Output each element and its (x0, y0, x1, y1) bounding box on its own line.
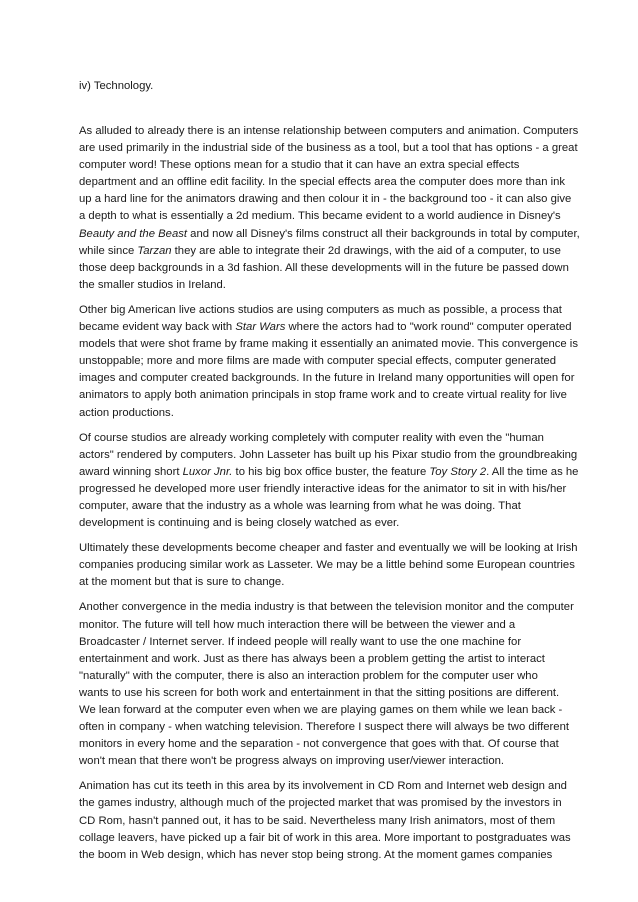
text-run: entertainment and work. Just as there has always been a problem getting the artist to interact (79, 652, 545, 665)
text-line (79, 830, 571, 847)
text-run: to his big box office buster, the feature (232, 465, 430, 478)
text-line (79, 123, 579, 140)
text-run: computer word! These options mean for a studio that it can have an extra special effects (79, 159, 520, 172)
text-run: the games industry, although much of the projected market that was promised by the investors in (79, 797, 562, 810)
text-line (79, 702, 563, 719)
text-line (79, 243, 563, 260)
text-run: up a hard line for the animators drawing and then colour it in - the background too - it can also give (79, 193, 572, 206)
text-line (79, 557, 575, 574)
text-run: As alluded to already there is an intense relationship between computers and animation. Computers (79, 125, 579, 137)
italic-title: Star Wars (235, 321, 286, 334)
text-run: Ultimately these developments become cheaper and faster and eventually we will be looking at Irish (79, 542, 578, 555)
body-text (79, 123, 580, 872)
text-run: while since (79, 244, 138, 257)
text-line (79, 668, 563, 685)
text-run: Another convergence in the media industry is that between the television monitor and the computer (79, 601, 574, 614)
text-run: animators to apply both animation principals in stop frame work and to create virtual reality for live (79, 389, 567, 402)
text-line (79, 540, 578, 557)
text-run: monitor. The future will tell how much interaction there will be between the viewer and a (79, 618, 516, 631)
text-run: Animation has cut its teeth in this area by its involvement in CD Rom and Internet web design and (79, 780, 567, 793)
text-run: won't mean that there won't be progress always on improving user/viewer interaction. (79, 755, 505, 768)
text-run: models that were shot frame by frame making it essentially an animated movie. This convergence is (79, 338, 578, 351)
paragraph (79, 778, 571, 863)
text-line (79, 447, 578, 464)
text-run: action productions. (79, 406, 174, 419)
paragraph (79, 430, 579, 533)
text-line (79, 319, 572, 336)
text-line (79, 481, 567, 498)
text-run: often in company - when watching television. Therefore I suspect there will always be two different (79, 721, 569, 734)
text-line (79, 405, 563, 422)
text-line (79, 719, 569, 736)
text-run: "naturally" with the computer, there is also an interaction problem for the computer user who (79, 669, 538, 682)
text-run: a depth to what is essentially a 2d medium. This became evident to a world audience in Disney's (79, 210, 561, 223)
text-line (79, 795, 563, 812)
text-line (79, 430, 563, 447)
italic-title: Tarzan (137, 244, 172, 257)
text-line (79, 387, 567, 404)
italic-title: Beauty and the Beast (79, 227, 188, 240)
text-line (79, 157, 563, 174)
text-line (79, 464, 579, 481)
text-run: are used primarily in the industrial side of the business as a tool, but a tool that has options - a great (79, 142, 578, 155)
text-run: the boom in Web design, which has never stop being strong. At the moment games companies (79, 848, 553, 861)
text-run: those deep backgrounds in a 3d fashion. All these developments will in the future be passed down (79, 261, 569, 274)
text-line (79, 353, 563, 370)
paragraph (79, 302, 578, 422)
text-run: . All the time as he (486, 465, 579, 478)
text-run: where the actors had to "work round" computer operated (285, 321, 572, 334)
text-run: became evident way back with (79, 321, 236, 334)
text-run: actors" rendered by computers. John Lasseter has built up his Pixar studio from the groundbreaking (79, 448, 578, 461)
text-line (79, 191, 572, 208)
text-line (79, 370, 575, 387)
text-line (79, 634, 563, 651)
text-line (79, 174, 566, 191)
paragraph (79, 123, 580, 294)
text-line (79, 302, 563, 319)
paragraph (79, 540, 578, 591)
text-line (79, 685, 563, 702)
text-run: CD Rom, hasn't panned out, it has to be said. Nevertheless many Irish animators, most of them (79, 814, 556, 827)
paragraph (79, 599, 574, 770)
text-line (79, 336, 578, 353)
text-run: collage leavers, have picked up a fair bit of work in this area. More important to postgraduates was (79, 831, 571, 844)
text-run: Of course studios are already working completely with computer reality with even the "human (79, 431, 544, 444)
text-run: images and computer created backgrounds. In the future in Ireland many opportunities will open for (79, 372, 575, 385)
text-run: computer, aware that the industry as a whole was learning from what he was doing. That (79, 499, 521, 512)
text-run: unstoppable; more and more films are made with computer special effects, computer generated (79, 355, 557, 368)
text-line (79, 599, 574, 616)
text-run: companies producing similar work as Lasseter. We may be a little behind some European countries (79, 559, 575, 572)
text-run: Other big American live actions studios are using computers as much as possible, a process that (79, 303, 562, 316)
text-line (79, 140, 578, 157)
text-run: Broadcaster / Internet server. If indeed people will really want to use the one machine for (79, 635, 522, 648)
text-run: progressed he developed more user friendly interactive ideas for the animator to sit in with his/her (79, 482, 567, 495)
text-line (79, 813, 563, 830)
text-line (79, 753, 563, 770)
text-run: monitors in every home and the separation - not convergence that goes with that. Of course that (79, 738, 559, 751)
text-line (79, 277, 563, 294)
text-line (79, 736, 563, 753)
text-run: wants to use his screen for both work and entertainment in that the sitting positions are different. (79, 686, 560, 699)
text-run: award winning short (79, 465, 183, 478)
text-run: and now all Disney's films construct all their backgrounds in total by computer, (187, 227, 580, 240)
text-line (79, 651, 563, 668)
text-run: development is continuing and is being closely watched as ever. (79, 517, 400, 530)
text-line (79, 260, 569, 277)
section-heading: iv) Technology. (79, 80, 154, 92)
text-line (79, 574, 563, 591)
text-line (79, 847, 563, 864)
text-run: at the moment but that is sure to change. (79, 576, 285, 589)
text-line (79, 208, 563, 225)
text-run: the smaller studios in Ireland. (79, 278, 226, 291)
text-run: We lean forward at the computer even when we are playing games on them while we lean back - (79, 704, 563, 716)
text-run: department and an offline edit facility. In the special effects area the computer does more than ink (79, 176, 566, 189)
text-line (79, 226, 580, 243)
text-run: they are able to integrate their 2d drawings, with the aid of a computer, to use (171, 244, 561, 257)
italic-title: Toy Story 2 (429, 465, 487, 478)
text-line (79, 498, 563, 515)
italic-title: Luxor Jnr. (182, 465, 233, 478)
text-line (79, 617, 563, 634)
text-line (79, 778, 567, 795)
text-line (79, 515, 563, 532)
